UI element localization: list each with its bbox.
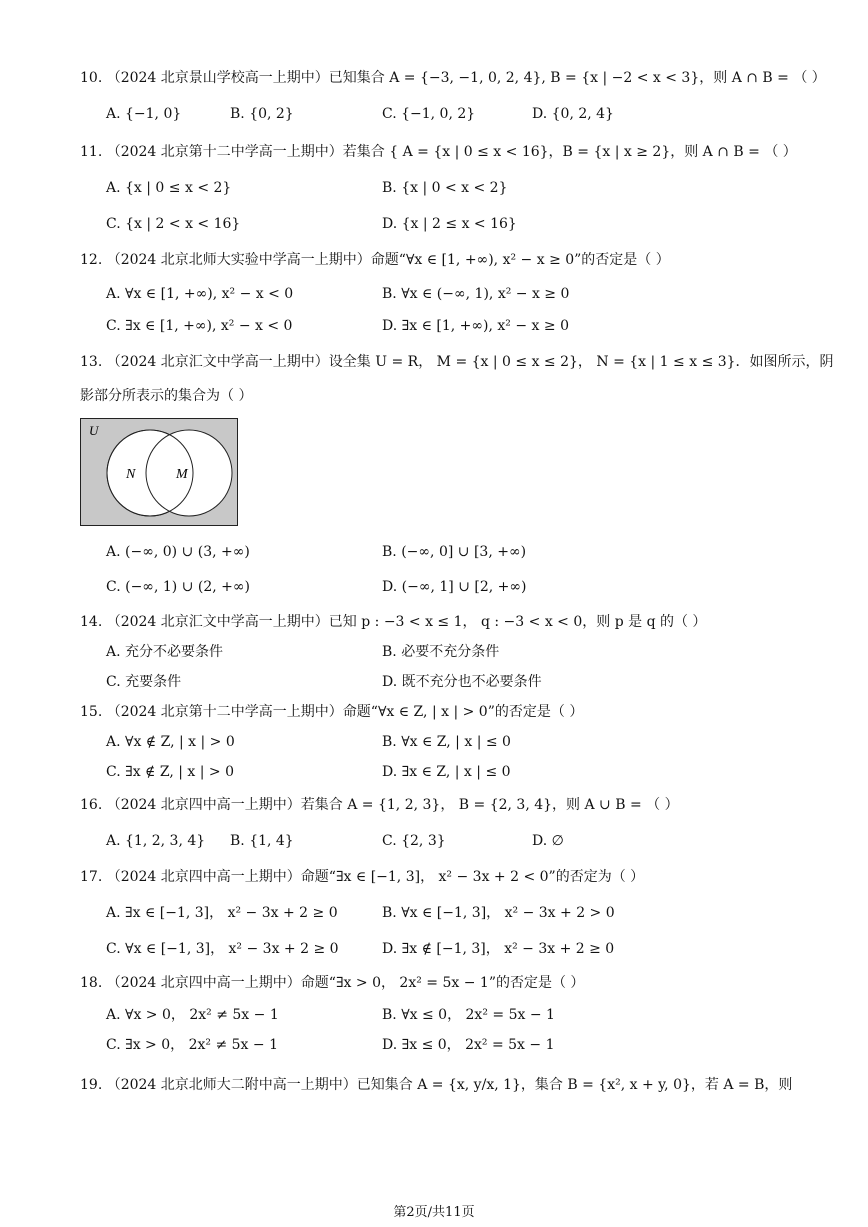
q12-option-d: D. ∃x ∈ [1, +∞), x² − x ≥ 0 bbox=[382, 318, 569, 334]
q11-option-c: C. {x | 2 < x < 16} bbox=[106, 216, 241, 232]
q11-option-b: B. {x | 0 < x < 2} bbox=[382, 180, 508, 196]
q14-option-a: A. 充分不必要条件 bbox=[106, 644, 224, 660]
q16-option-b: B. {1, 4} bbox=[230, 833, 294, 849]
question-13-stem-line2: 影部分所表示的集合为（ ） bbox=[80, 388, 253, 404]
q15-option-a: A. ∀x ∉ Z, | x | > 0 bbox=[106, 734, 235, 750]
q13-option-c: C. (−∞, 1) ∪ (2, +∞) bbox=[106, 579, 250, 595]
question-16-stem: 16. （2024 北京四中高一上期中）若集合 A = {1, 2, 3}， B = {2, 3, 4}，则 A ∪ B = （ ） bbox=[80, 797, 679, 813]
q15-option-c: C. ∃x ∉ Z, | x | > 0 bbox=[106, 764, 235, 780]
q17-option-a: A. ∃x ∈ [−1, 3]， x² − 3x + 2 ≥ 0 bbox=[106, 905, 338, 921]
q10-option-c: C. {−1, 0, 2} bbox=[382, 106, 476, 122]
question-13-stem-line1: 13. （2024 北京汇文中学高一上期中）设全集 U = R， M = {x | 0 ≤ x ≤ 2}， N = {x | 1 ≤ x ≤ 3}．如图所示，阴 bbox=[80, 354, 834, 370]
question-10-stem: 10. （2024 北京景山学校高一上期中）已知集合 A = {−3, −1, 0, 2, 4}, B = {x | −2 < x < 3}，则 A ∩ B = （ ） bbox=[80, 70, 826, 86]
question-12-stem: 12. （2024 北京北师大实验中学高一上期中）命题“∀x ∈ [1, +∞), x² − x ≥ 0”的否定是（ ） bbox=[80, 252, 670, 268]
page-footer: 第2页/共11页 bbox=[393, 1205, 475, 1220]
venn-diagram bbox=[80, 418, 238, 526]
venn-label-m: M bbox=[176, 467, 188, 482]
q16-option-a: A. {1, 2, 3, 4} bbox=[106, 833, 206, 849]
q17-option-c: C. ∀x ∈ [−1, 3]， x² − 3x + 2 ≥ 0 bbox=[106, 941, 339, 957]
question-19-stem: 19. （2024 北京北师大二附中高一上期中）已知集合 A = {x, y/x, 1}，集合 B = {x², x + y, 0}，若 A = B，则 bbox=[80, 1077, 793, 1093]
venn-circle-m bbox=[146, 430, 232, 516]
q18-option-d: D. ∃x ≤ 0， 2x² = 5x − 1 bbox=[382, 1037, 555, 1053]
q10-option-a: A. {−1, 0} bbox=[106, 106, 182, 122]
q13-option-a: A. (−∞, 0) ∪ (3, +∞) bbox=[106, 544, 250, 560]
venn-universe-label: U bbox=[89, 423, 99, 438]
q12-option-b: B. ∀x ∈ (−∞, 1), x² − x ≥ 0 bbox=[382, 286, 570, 302]
q14-option-d: D. 既不充分也不必要条件 bbox=[382, 674, 542, 690]
q10-option-d: D. {0, 2, 4} bbox=[532, 106, 614, 122]
q17-option-b: B. ∀x ∈ [−1, 3]， x² − 3x + 2 > 0 bbox=[382, 905, 615, 921]
q11-option-a: A. {x | 0 ≤ x < 2} bbox=[106, 180, 232, 196]
question-14-stem: 14. （2024 北京汇文中学高一上期中）已知 p : −3 < x ≤ 1， q : −3 < x < 0，则 p 是 q 的（ ） bbox=[80, 614, 707, 630]
q17-option-d: D. ∃x ∉ [−1, 3]， x² − 3x + 2 ≥ 0 bbox=[382, 941, 615, 957]
q18-option-a: A. ∀x > 0， 2x² ≠ 5x − 1 bbox=[106, 1007, 279, 1023]
q10-option-b: B. {0, 2} bbox=[230, 106, 294, 122]
q16-option-c: C. {2, 3} bbox=[382, 833, 446, 849]
question-18-stem: 18. （2024 北京四中高一上期中）命题“∃x > 0， 2x² = 5x − 1”的否定是（ ） bbox=[80, 975, 585, 991]
q13-option-d: D. (−∞, 1] ∪ [2, +∞) bbox=[382, 579, 527, 595]
q16-option-d: D. ∅ bbox=[532, 833, 564, 849]
q12-option-c: C. ∃x ∈ [1, +∞), x² − x < 0 bbox=[106, 318, 293, 334]
q12-option-a: A. ∀x ∈ [1, +∞), x² − x < 0 bbox=[106, 286, 294, 302]
question-17-stem: 17. （2024 北京四中高一上期中）命题“∃x ∈ [−1, 3]， x² − 3x + 2 < 0”的否定为（ ） bbox=[80, 869, 645, 885]
question-11-stem: 11. （2024 北京第十二中学高一上期中）若集合 { A = {x | 0 ≤ x < 16}，B = {x | x ≥ 2}，则 A ∩ B = （ ） bbox=[80, 144, 797, 160]
q18-option-b: B. ∀x ≤ 0， 2x² = 5x − 1 bbox=[382, 1007, 555, 1023]
q15-option-d: D. ∃x ∈ Z, | x | ≤ 0 bbox=[382, 764, 511, 780]
q14-option-b: B. 必要不充分条件 bbox=[382, 644, 500, 660]
venn-label-n: N bbox=[126, 467, 136, 482]
question-15-stem: 15. （2024 北京第十二中学高一上期中）命题“∀x ∈ Z, | x | > 0”的否定是（ ） bbox=[80, 704, 584, 720]
q15-option-b: B. ∀x ∈ Z, | x | ≤ 0 bbox=[382, 734, 511, 750]
q14-option-c: C. 充要条件 bbox=[106, 674, 182, 690]
q18-option-c: C. ∃x > 0， 2x² ≠ 5x − 1 bbox=[106, 1037, 278, 1053]
q11-option-d: D. {x | 2 ≤ x < 16} bbox=[382, 216, 517, 232]
q13-option-b: B. (−∞, 0] ∪ [3, +∞) bbox=[382, 544, 527, 560]
